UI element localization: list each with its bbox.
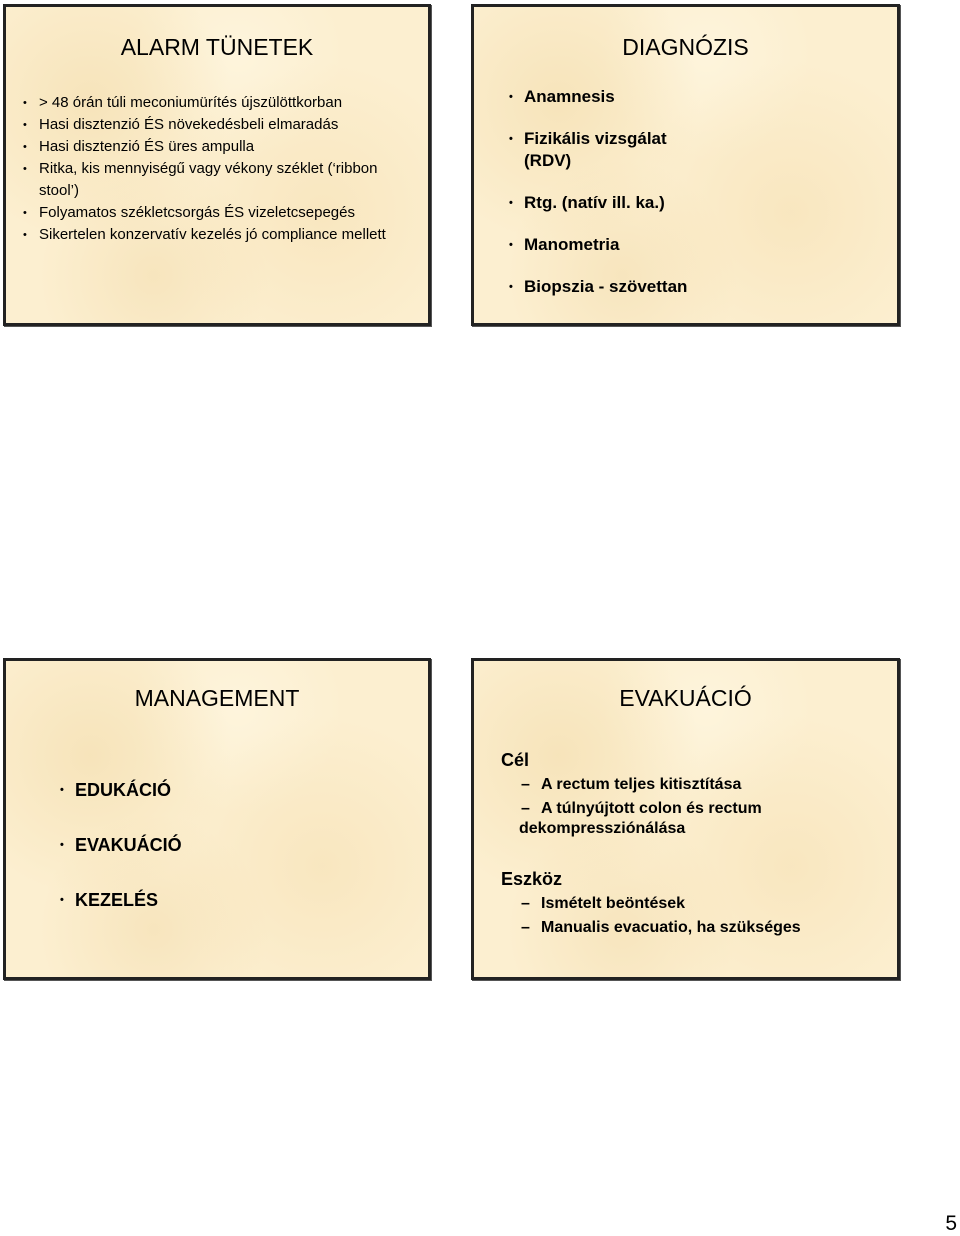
list-item-text: EDUKÁCIÓ [75,780,172,800]
list-item [23,92,418,114]
list-item-text: Rtg. (natív ill. ka.) [524,193,665,212]
bullet-icon: • [509,281,513,293]
bullet-icon: • [23,229,27,241]
slide-title: ALARM TÜNETEK [120,34,314,60]
list-item [60,779,182,801]
list-item [23,202,418,224]
bullet-icon: • [23,97,27,109]
list-item-continuation: dekompressziónálása [519,820,686,837]
list-item-text: Biopszia - szövettan [524,277,688,296]
bullet-icon: • [509,239,513,251]
list-item-text: EVAKUÁCIÓ [75,835,182,855]
slide-evakuacio [471,658,900,980]
list-item-text: Fizikális vizsgálat (RDV) [524,129,667,170]
bullet-icon: • [60,784,64,796]
eszkoz-list [523,894,887,938]
slide-title: EVAKUÁCIÓ [619,685,752,711]
list-item-text: Manualis evacuatio, ha szükséges [541,919,801,936]
list-item [523,918,887,938]
list-item-text: Hasi disztenzió ÉS üres ampulla [39,138,255,155]
list-item-text: Hasi disztenzió ÉS növekedésbeli elmaradás [39,116,339,133]
list-item [509,276,887,298]
slide-title: MANAGEMENT [134,685,300,711]
bullet-icon: • [60,839,64,851]
list-item [523,775,887,795]
slide-title: DIAGNÓZIS [622,34,749,60]
list-item-text: Manometria [524,235,620,254]
list-item [23,114,418,136]
list-item-text: Ritka, kis mennyiségű vagy vékony széklet (‘ribbon stool’) [39,160,378,199]
diagnozis-list [509,86,887,318]
dash-icon: – [521,800,530,817]
list-item [23,158,418,202]
slide-diagnozis [471,4,900,326]
list-item-text: > 48 órán túli meconiumürítés újszülöttkorban [39,94,343,111]
management-list [60,779,182,944]
bullet-icon: • [60,894,64,906]
list-item [23,224,418,246]
list-item-text: Anamnesis [524,87,615,106]
eszkoz-label: Eszköz [501,869,563,889]
bullet-icon: • [23,207,27,219]
list-item-text: Sikertelen konzervatív kezelés jó compliance mellett [39,226,386,243]
dash-icon: – [521,919,530,936]
dash-icon: – [521,895,530,912]
bullet-icon: • [23,141,27,153]
bullet-icon: • [509,91,513,103]
slide-management [3,658,431,980]
bullet-icon: • [23,119,27,131]
slide-alarm-tunetek [3,4,431,326]
list-item [519,799,887,839]
list-item [60,834,182,856]
list-item [509,86,887,108]
bullet-icon: • [23,163,27,175]
list-item-text: Ismételt beöntések [541,895,686,912]
list-item-text: KEZELÉS [75,890,159,910]
list-item-text: A rectum teljes kitisztítása [541,776,742,793]
eszkoz-section [501,868,887,938]
list-item [523,894,887,914]
cel-section [501,749,887,839]
list-item [23,136,418,158]
page-number: 5 [945,1212,957,1235]
alarm-list [23,92,418,246]
cel-list [519,775,887,839]
cel-label: Cél [501,750,530,770]
list-item-text: Folyamatos székletcsorgás ÉS vizeletcsepegés [39,204,355,221]
dash-icon: – [521,776,530,793]
list-item [509,192,887,214]
list-item [60,889,182,911]
bullet-icon: • [509,133,513,145]
list-item [509,128,887,172]
list-item [509,234,887,256]
bullet-icon: • [509,197,513,209]
list-item-text: A túlnyújtott colon és rectum [541,800,762,817]
